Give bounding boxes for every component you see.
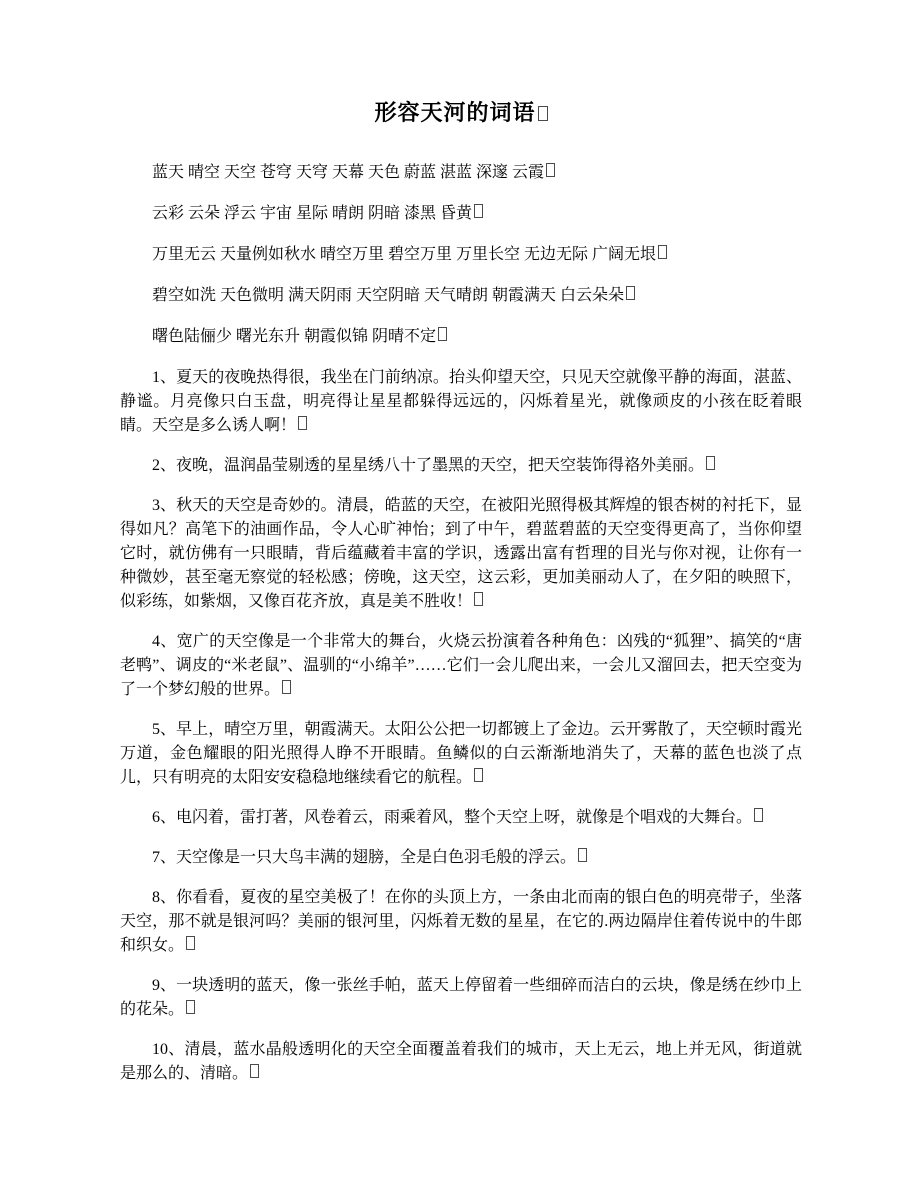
missing-glyph-box (578, 848, 587, 862)
paragraph-text: 7、天空像是一只大鸟丰满的翅膀，全是白色羽毛般的浮云。 (152, 849, 577, 866)
paragraph-text: 1、夏天的夜晚热得很，我坐在门前纳凉。抬头仰望天空，只见天空就像平静的海面，湛蓝、静谧。月亮像只白玉盘，明亮得让星星都躲得远远的，闪烁着星光，就像顽皮的小孩在眨着眼睛。天空是多么诱人啊！ (120, 369, 802, 434)
missing-glyph-box (546, 163, 555, 177)
missing-glyph-box (282, 680, 291, 694)
word-line-text: 曙色陆俪少 曙光东升 朝霞似锦 阴晴不定 (152, 328, 437, 345)
missing-glyph-box (250, 1064, 259, 1078)
word-line-text: 万里无云 天量例如秋水 晴空万里 碧空万里 万里长空 无边无际 广阔无垠 (152, 246, 657, 263)
paragraph-text: 5、早上，晴空万里，朝霞满天。太阳公公把一切都镀上了金边。云开雾散了，天空顿时霞光万道，金色耀眼的阳光照得人睁不开眼睛。鱼鳞似的白云渐渐地消失了，天幕的蓝色也淡了点儿，只有明亮的太阳安安稳稳地继续看它的航程。 (120, 721, 802, 786)
paragraph-text: 6、电闪着，雷打著，风卷着云，雨乘着风，整个天空上呀，就像是个唱戏的大舞台。 (152, 809, 753, 826)
paragraph-section (120, 366, 802, 1086)
missing-glyph-box (754, 808, 763, 822)
paragraph (120, 718, 802, 790)
word-line (120, 161, 802, 185)
missing-glyph-box (298, 416, 307, 430)
missing-glyph-box (186, 1000, 195, 1014)
paragraph (120, 886, 802, 958)
paragraph (120, 630, 802, 702)
word-line-text: 云彩 云朵 浮云 宇宙 星际 晴朗 阴暗 漆黑 昏黄 (152, 205, 473, 222)
missing-glyph-box (474, 768, 483, 782)
missing-glyph-box (474, 592, 483, 606)
paragraph (120, 454, 802, 478)
word-line-text: 碧空如洗 天色微明 满天阴雨 天空阴暗 天气晴朗 朝霞满天 白云朵朵 (152, 287, 625, 304)
document-title (120, 96, 802, 127)
paragraph-text: 8、你看看，夏夜的星空美极了！在你的头顶上方，一条由北而南的银白色的明亮带子，坐落天空，那不就是银河吗？美丽的银河里，闪烁着无数的星星，在它的.两边隔岸住着传说中的牛郎和织女。 (120, 889, 802, 954)
word-list-section (120, 161, 802, 349)
word-line (120, 325, 802, 349)
paragraph-text: 10、清晨，蓝水晶般透明化的天空全面覆盖着我们的城市，天上无云，地上并无风，街道就是那么的、清暗。 (120, 1041, 802, 1082)
paragraph (120, 846, 802, 870)
word-line (120, 284, 802, 308)
word-line-text: 蓝天 晴空 天空 苍穹 天穹 天幕 天色 蔚蓝 湛蓝 深邃 云霞 (152, 164, 545, 181)
missing-glyph-box (706, 456, 715, 470)
word-line (120, 202, 802, 226)
missing-glyph-box (186, 936, 195, 950)
paragraph-text: 3、秋天的天空是奇妙的。清晨，皓蓝的天空，在被阳光照得极其辉煌的银杏树的衬托下，显得如凡？高笔下的油画作品，令人心旷神怡；到了中午，碧蓝碧蓝的天空变得更高了，当你仰望它时，就仿佛有一只眼睛，背后蕴藏着丰富的学识，透露出富有哲理的目光与你对视，让你有一种微妙，甚至毫无察觉的轻松感；傍晚，这天空，这云彩，更加美丽动人了，在夕阳的映照下，似彩练，如紫烟，又像百花齐放，真是美不胜收！ (120, 497, 802, 610)
paragraph (120, 494, 802, 614)
document-title-text: 形容天河的词语 (374, 100, 536, 125)
paragraph (120, 974, 802, 1022)
missing-glyph-box (658, 245, 667, 259)
paragraph-text: 9、一块透明的蓝天，像一张丝手帕，蓝天上停留着一些细碎而洁白的云块，像是绣在纱巾上的花朵。 (120, 977, 802, 1018)
paragraph (120, 366, 802, 438)
missing-glyph-box (474, 204, 483, 218)
missing-glyph-box (538, 106, 548, 121)
paragraph (120, 1038, 802, 1086)
missing-glyph-box (626, 286, 635, 300)
paragraph (120, 806, 802, 830)
paragraph-text: 2、夜晚，温润晶莹剔透的星星绣八十了墨黑的天空，把天空装饰得袼外美丽。 (152, 457, 705, 474)
paragraph-text: 4、宽广的天空像是一个非常大的舞台，火烧云扮演着各种角色：凶残的“狐狸”、搞笑的“唐老鸭”、调皮的“米老鼠”、温驯的“小绵羊”……它们一会儿爬出来，一会儿又溜回去，把天空变为了一个梦幻般的世界。 (120, 633, 802, 698)
word-line (120, 243, 802, 267)
missing-glyph-box (438, 327, 447, 341)
